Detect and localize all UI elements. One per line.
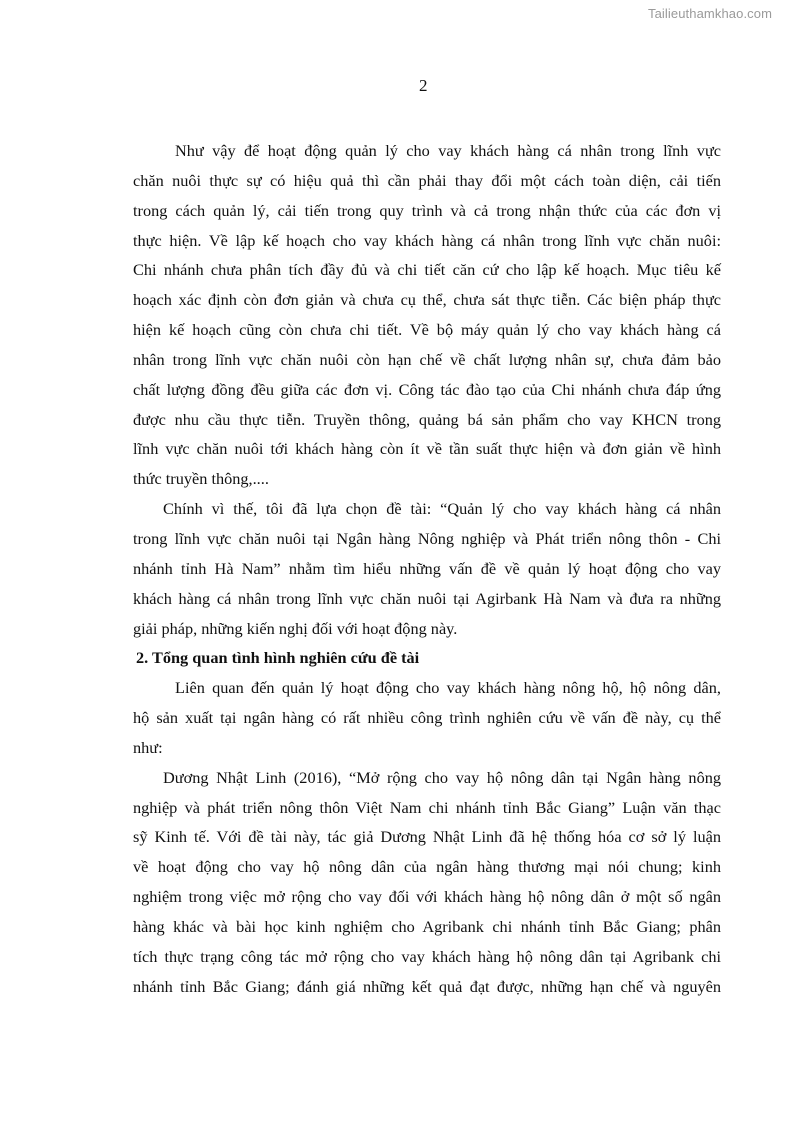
- text-line: nghiệp và phát triển nông thôn Việt Nam chi nhánh tỉnh Bắc Giang” Luận văn thạc: [133, 797, 721, 817]
- text-line: hiện kế hoạch cũng còn chưa chi tiết. Về bộ máy quản lý cho vay khách hàng cá: [133, 320, 721, 340]
- text-line: Dương Nhật Linh (2016), “Mở rộng cho vay hộ nông dân tại Ngân hàng nông: [163, 767, 721, 787]
- text-line: hoạch xác định còn đơn giản và chưa cụ thể, chưa sát thực tiễn. Các biện pháp thực: [133, 290, 721, 310]
- page-number: 2: [419, 76, 428, 95]
- paragraph: [133, 136, 721, 494]
- text-line: nhánh tỉnh Bắc Giang; đánh giá những kết quả đạt được, những hạn chế và nguyên: [133, 976, 721, 996]
- text-line: trong cách quản lý, cải tiến trong quy trình và cả trong nhận thức của các đơn vị: [133, 200, 721, 220]
- text-line: Chính vì thế, tôi đã lựa chọn đề tài: “Quản lý cho vay khách hàng cá nhân: [163, 499, 721, 519]
- text-line: sỹ Kinh tế. Với đề tài này, tác giả Dương Nhật Linh đã hệ thống hóa cơ sở lý luận: [133, 827, 721, 847]
- text-line: như:: [133, 737, 163, 757]
- text-line: thức truyền thông,....: [133, 469, 269, 489]
- text-line: hàng khác và bài học kinh nghiệm cho Agribank chi nhánh tỉnh Bắc Giang; phân: [133, 916, 721, 936]
- text-line: thực hiện. Về lập kế hoạch cho vay khách hàng cá nhân trong lĩnh vực chăn nuôi:: [133, 230, 721, 250]
- paragraph: [133, 494, 721, 643]
- paragraph: [133, 763, 721, 1002]
- text-line: trong lĩnh vực chăn nuôi tại Ngân hàng Nông nghiệp và Phát triển nông thôn - Chi: [133, 528, 721, 548]
- text-line: hộ sản xuất tại ngân hàng có rất nhiều công trình nghiên cứu về vấn đề này, cụ thể: [133, 708, 721, 728]
- text-line: lĩnh vực chăn nuôi tới khách hàng còn ít về tần suất thực hiện và đơn giản về hình: [133, 439, 721, 459]
- text-line: nhân trong lĩnh vực chăn nuôi còn hạn chế về chất lượng nhân sự, chưa đảm bảo: [133, 349, 721, 369]
- text-line: nhánh tỉnh Hà Nam” nhằm tìm hiểu những vấn đề về quản lý hoạt động cho vay: [133, 558, 721, 578]
- text-line: chất lượng đồng đều giữa các đơn vị. Công tác đào tạo của Chi nhánh chưa đáp ứng: [133, 379, 721, 399]
- text-line: chăn nuôi thực sự có hiệu quả thì cần phải thay đổi một cách toàn diện, cải tiến: [133, 170, 721, 190]
- section-heading: 2. Tổng quan tình hình nghiên cứu đề tài: [136, 648, 420, 668]
- text-line: Liên quan đến quản lý hoạt động cho vay khách hàng nông hộ, hộ nông dân,: [175, 678, 721, 698]
- watermark: Tailieuthamkhao.com: [648, 6, 773, 21]
- text-line: Chi nhánh chưa phân tích đầy đủ và chi tiết căn cứ cho lập kế hoạch. Mục tiêu kế: [133, 260, 721, 280]
- document-body: [133, 136, 721, 1001]
- text-line: Như vậy để hoạt động quản lý cho vay khách hàng cá nhân trong lĩnh vực: [175, 141, 721, 160]
- text-line: tích thực trạng công tác mở rộng cho vay khách hàng hộ nông dân tại Agribank chi: [133, 946, 721, 966]
- text-line: giải pháp, những kiến nghị đối với hoạt động này.: [133, 618, 458, 638]
- text-line: khách hàng cá nhân trong lĩnh vực chăn nuôi tại Agirbank Hà Nam và đưa ra những: [133, 588, 721, 608]
- text-line: về hoạt động cho vay hộ nông dân của ngân hàng thương mại nói chung; kinh: [133, 857, 721, 877]
- text-line: được nhu cầu thực tiễn. Truyền thông, quảng bá sản phẩm cho vay KHCN trong: [133, 409, 721, 429]
- paragraph: [133, 673, 721, 763]
- text-line: nghiệm trong việc mở rộng cho vay đối với khách hàng hộ nông dân ở một số ngân: [133, 887, 721, 907]
